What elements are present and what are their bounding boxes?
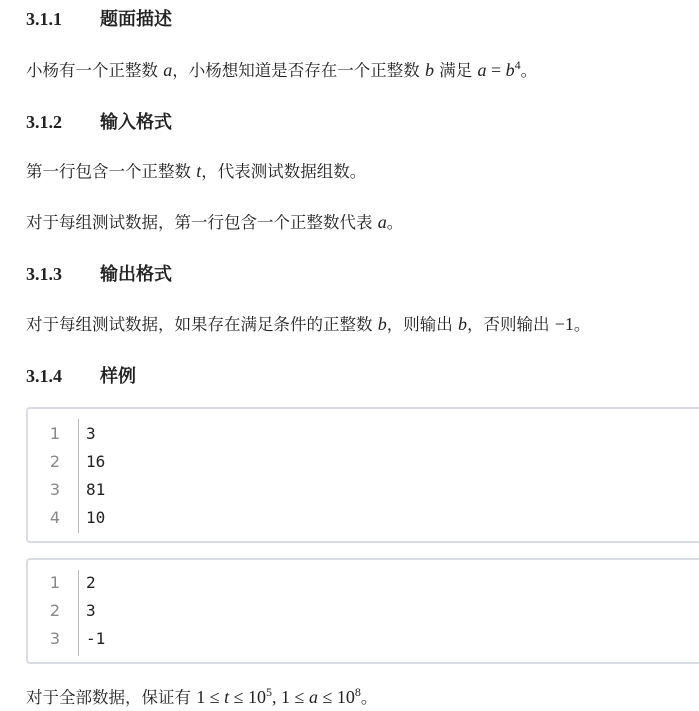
math-op: = [486, 60, 506, 80]
code-line [28, 625, 699, 653]
input-format-line-2 [26, 210, 403, 235]
math-exponent: 8 [354, 685, 361, 699]
math-var: t [196, 161, 202, 181]
section-title: 样例 [100, 366, 136, 387]
math-exponent: 4 [514, 58, 521, 72]
text-run: 满足 [434, 61, 478, 80]
description-text [26, 58, 537, 83]
math-var: a [477, 60, 487, 80]
code-line [28, 569, 699, 597]
math-power [318, 687, 361, 707]
math-expr: , 1 ≤ [272, 687, 309, 707]
section-heading-output [26, 262, 172, 287]
math-power [229, 687, 272, 707]
section-title: 输出格式 [100, 264, 172, 285]
section-number: 3.1.2 [26, 112, 62, 132]
section-heading-input [26, 110, 172, 135]
sample-input-code-block[interactable] [26, 407, 699, 543]
section-number: 3.1.3 [26, 264, 62, 284]
code-lines [28, 569, 699, 653]
math-var: t [224, 687, 230, 707]
text-run: 对于每组测试数据，第一行包含一个正整数代表 [26, 213, 378, 232]
math-expr: 1 ≤ [196, 687, 225, 707]
line-number: 2 [49, 601, 60, 620]
math-number: −1 [554, 314, 574, 334]
code-text: 16 [86, 452, 106, 471]
section-title: 输入格式 [100, 112, 172, 133]
line-number: 3 [49, 629, 60, 648]
text-run: 第一行包含一个正整数 [26, 162, 197, 181]
math-expr: ≤ 10 [229, 687, 267, 707]
section-number: 3.1.4 [26, 366, 62, 386]
code-line [28, 597, 699, 625]
code-text: 10 [86, 508, 106, 527]
line-number: 3 [49, 480, 60, 499]
math-var: b [377, 314, 387, 334]
constraints-text [26, 685, 377, 710]
section-number: 3.1.1 [26, 9, 62, 29]
line-number: 4 [49, 508, 60, 527]
output-format-text [26, 312, 590, 337]
text-run: ，则输出 [386, 315, 458, 334]
math-base: b [505, 60, 515, 80]
code-text: -1 [86, 629, 106, 648]
text-run: ，小杨想知道是否存在一个正整数 [172, 61, 425, 80]
section-heading-description [26, 7, 172, 32]
code-text: 3 [86, 424, 96, 443]
math-expr: ≤ 10 [317, 687, 355, 707]
math-var: a [308, 687, 318, 707]
line-number: 1 [49, 424, 60, 443]
line-number: 2 [49, 452, 60, 471]
text-run: 。 [573, 315, 591, 334]
code-text: 81 [86, 480, 106, 499]
code-text: 2 [86, 573, 96, 592]
input-format-line-1 [26, 159, 366, 184]
code-line [28, 476, 699, 504]
code-lines [28, 420, 699, 532]
text-run: 小杨有一个正整数 [26, 61, 164, 80]
text-run: 。 [386, 213, 404, 232]
text-run: ，代表测试数据组数。 [201, 162, 367, 181]
math-power [506, 60, 521, 80]
math-var: b [425, 60, 434, 80]
text-run: 对于全部数据，保证有 [26, 688, 197, 707]
math-exponent: 5 [266, 685, 273, 699]
text-run: 。 [520, 61, 538, 80]
text-run: 。 [360, 688, 378, 707]
line-number: 1 [49, 573, 60, 592]
math-var: b [458, 314, 467, 334]
section-title: 题面描述 [100, 9, 172, 30]
code-text: 3 [86, 601, 96, 620]
text-run: 对于每组测试数据，如果存在满足条件的正整数 [26, 315, 378, 334]
section-heading-sample [26, 364, 136, 389]
code-line [28, 504, 699, 532]
code-line [28, 448, 699, 476]
math-var: a [377, 212, 387, 232]
sample-output-code-block[interactable] [26, 558, 699, 664]
code-line [28, 420, 699, 448]
math-var: a [163, 60, 173, 80]
text-run: ，否则输出 [467, 315, 555, 334]
